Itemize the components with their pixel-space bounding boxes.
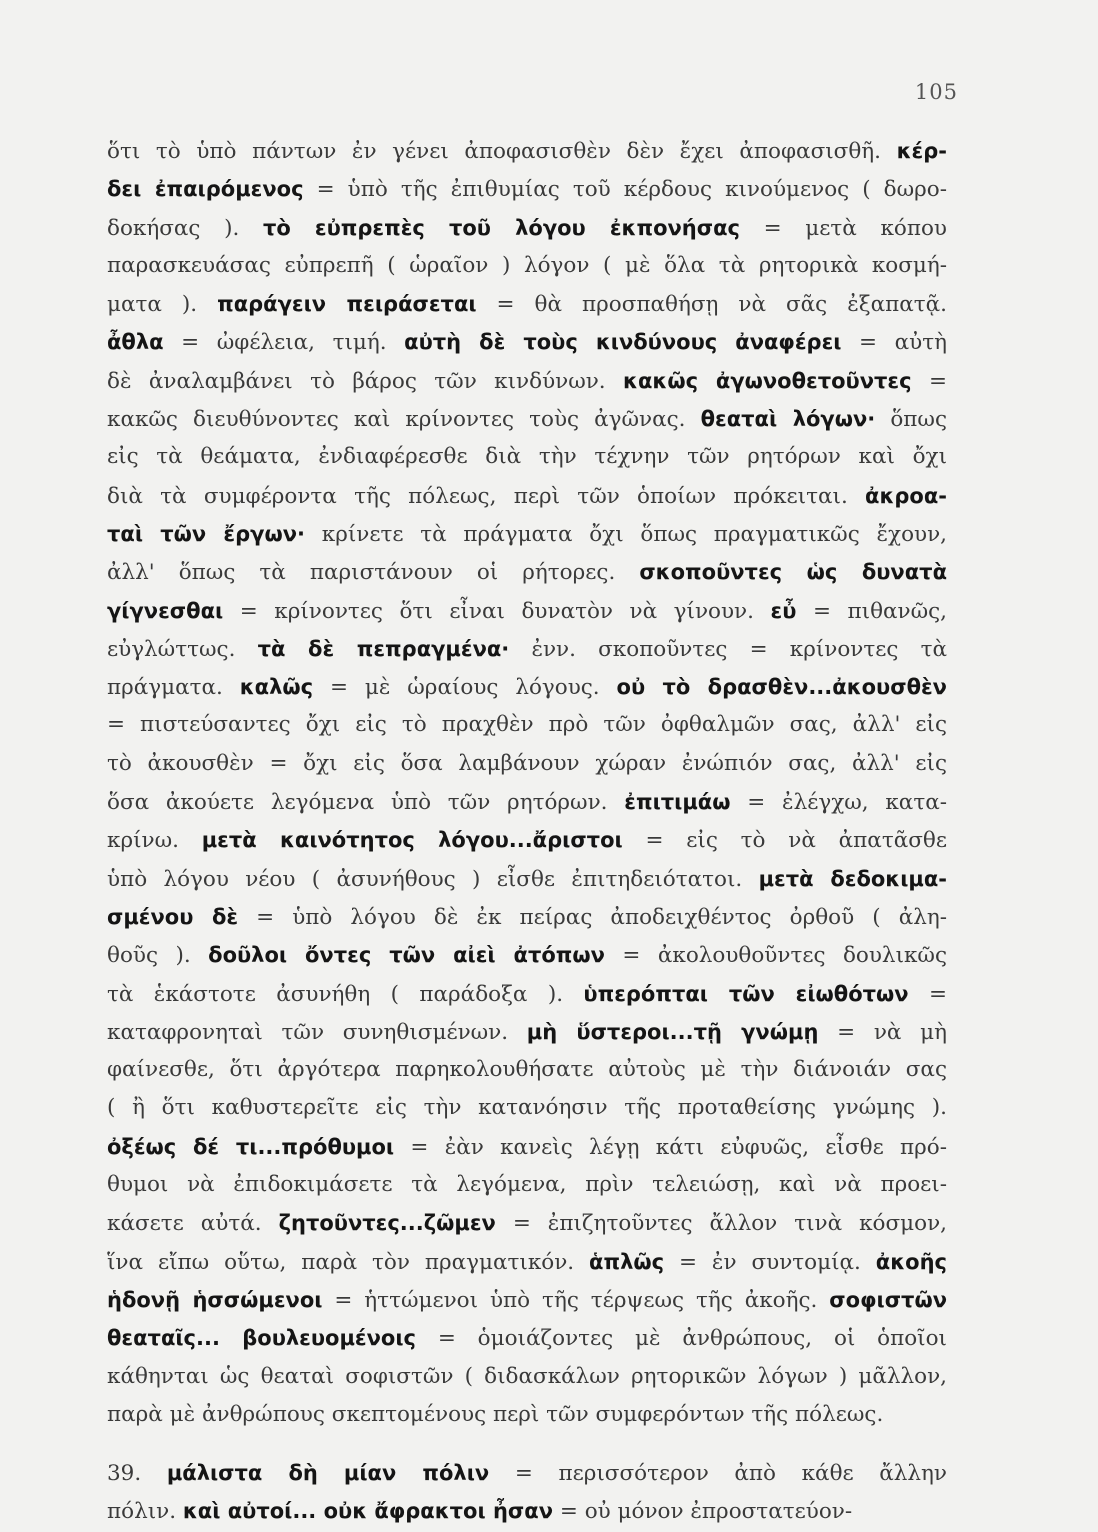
lemma-term: καὶ αὐτοί... οὐκ ἄφρακτοι ἦσαν [182,1499,554,1524]
gloss-text: = πιστεύσαντες ὄχι εἰς τὸ πραχθὲν πρὸ τῶν ὀφθαλμῶν σας, ἀλλ' εἰς [107,712,947,738]
text-line [107,592,947,630]
gloss-text: ματα ). [107,292,218,318]
gloss-text: δὲ ἀναλαμβάνει τὸ βάρος τῶν κινδύνων. [107,368,624,394]
text-line [107,1281,947,1319]
text-line [107,247,947,285]
gloss-text: εἰς τὰ θεάματα, ἐνδιαφέρεσθε διὰ τὴν τέχνην τῶν ρητόρων καὶ ὄχι [107,444,947,470]
commentary-text [107,132,947,1531]
gloss-text: = [908,981,947,1007]
lemma-term: μετὰ δεδοκιμα- [758,866,948,891]
gloss-text: ὑπὸ λόγου νέου ( ἀσυνήθους ) εἶσθε ἐπιτηδειότατοι. [107,866,759,892]
gloss-text: = ἡττώμενοι ὑπὸ τῆς τέρψεως τῆς ἀκοῆς. [322,1287,830,1313]
gloss-text: τὰ ἑκάστοτε ἀσυνήθη ( παράδοξα ). [107,981,584,1007]
lemma-term: οὐ τὸ δρασθὲν...ἀκουσθὲν [616,675,947,700]
gloss-text: = ἐπιζητοῦντες ἄλλον τινὰ κόσμον, [495,1211,947,1237]
lemma-term: ἁπλῶς [589,1249,665,1274]
text-line [107,668,947,706]
text-line [107,323,947,361]
lemma-term: τὰ δὲ πεπραγμένα· [257,636,510,661]
text-line [107,1013,947,1051]
gloss-text: φαίνεσθε, ὅτι ἀργότερα παρηκολουθήσατε αὐτοὺς μὲ τὴν διάνοιάν σας [107,1057,947,1083]
gloss-text: = ὑπὸ τῆς ἐπιθυμίας τοῦ κέρδους κινούμενος ( δωρο- [303,177,947,203]
text-line [107,132,947,170]
gloss-text: = ἀκολουθοῦντες δουλικῶς [604,943,948,969]
text-line [107,209,947,247]
lemma-term: μὴ ὕστεροι...τῇ γνώμῃ [526,1019,819,1044]
gloss-text: = ἐν συντομίᾳ. [664,1249,876,1275]
lemma-term: δοῦλοι ὄντες τῶν αἰεὶ ἀτόπων [208,943,605,968]
gloss-text: κάθηνται ὡς θεαταὶ σοφιστῶν ( διδασκάλων ρητορικῶν λόγων ) μᾶλλον, [107,1363,947,1389]
gloss-text: εὐγλώττως. [107,636,258,662]
lemma-term: ἀκοῆς [875,1249,947,1274]
gloss-text: = πιθανῶς, [796,598,948,624]
lemma-term: τὸ εὐπρεπὲς τοῦ λόγου ἐκπονήσας [262,215,740,240]
text-line [107,438,947,476]
gloss-text: παρασκευάσας εὐπρεπῆ ( ὡραῖον ) λόγον ( μὲ ὅλα τὰ ρητορικὰ κοσμή- [107,252,947,278]
lemma-term: δει ἐπαιρόμενος [107,177,304,202]
gloss-text: = μετὰ κόπου [739,215,947,241]
gloss-text: = περισσότερον ἀπὸ κάθε ἄλλην [489,1461,947,1487]
lemma-term: ζητοῦντες...ζῶμεν [278,1211,496,1236]
lemma-term: ταὶ τῶν ἔργων· [107,521,305,546]
lemma-term: καλῶς [239,675,314,700]
gloss-text: θυμοι νὰ ἐπιδοκιμάσετε τὰ λεγόμενα, πρὶν τελειώσῃ, καὶ νὰ προει- [107,1172,947,1198]
gloss-text: θοῦς ). [107,943,209,969]
text-line [107,898,947,936]
gloss-text: πόλιν. [107,1499,183,1525]
gloss-text: ὅπως [875,407,947,433]
gloss-text: = ὠφέλεια, τιμή. [163,330,405,356]
gloss-text: κάσετε αὐτά. [107,1211,279,1237]
gloss-text: 39. [107,1461,167,1487]
text-line [107,285,947,323]
text-line [107,1243,947,1281]
gloss-text: ἐνν. σκοποῦντες = κρίνοντες τὰ [509,636,947,662]
gloss-text: = ὑπὸ λόγου δὲ ἐκ πείρας ἀποδειχθέντος ὀρθοῦ ( ἀλη- [238,904,947,930]
lemma-term: ὀξέως δέ τι...πρόθυμοι [107,1134,395,1159]
text-line [107,515,947,553]
text-line [107,1492,947,1530]
gloss-text: κρίνετε τὰ πράγματα ὄχι ὅπως πραγματικῶς ἔχουν, [305,521,947,547]
text-line [107,1319,947,1357]
gloss-text: διὰ τὰ συμφέροντα τῆς πόλεως, περὶ τῶν ὁποίων πρόκειται. [107,483,866,509]
text-line [107,745,947,783]
text-line [107,936,947,974]
lemma-term: κέρ- [896,139,947,163]
lemma-term: σκοποῦντες ὡς δυνατὰ [639,560,947,585]
text-line [107,630,947,668]
gloss-text: πράγματα. [107,675,240,701]
gloss-text: κακῶς διευθύνοντες καὶ κρίνοντες τοὺς ἀγῶνας. [107,407,701,433]
gloss-text: = αὐτὴ [841,330,947,356]
text-line [107,975,947,1013]
gloss-text: κρίνω. [107,828,202,854]
gloss-text: = εἰς τὸ νὰ ἀπατᾶσθε [622,828,947,854]
paragraph-gap [107,1434,947,1454]
gloss-text: ( ἢ ὅτι καθυστερεῖτε εἰς τὴν κατανόησιν τῆς προταθείσης γνώμης ). [107,1095,947,1121]
lemma-term: γίγνεσθαι [107,598,224,623]
gloss-text: = νὰ μὴ [818,1019,947,1045]
text-line [107,860,947,898]
gloss-text: = ἐλέγχω, κατα- [730,790,948,816]
lemma-term: μάλιστα δὴ μίαν πόλιν [166,1461,490,1486]
text-line [107,1166,947,1204]
page-number: 105 [914,80,958,104]
text-line [107,1204,947,1242]
lemma-term: ὑπερόπται τῶν εἰωθότων [583,981,909,1006]
text-line [107,400,947,438]
text-line [107,1051,947,1089]
gloss-text: = θὰ προσπαθήσῃ νὰ σᾶς ἐξαπατᾷ. [476,292,948,318]
lemma-term: ἆθλα [107,330,164,355]
text-line [107,362,947,400]
lemma-term: σοφιστῶν [829,1287,948,1312]
lemma-term: ἐπιτιμάω [624,790,731,815]
gloss-text: τὸ ἀκουσθὲν = ὄχι εἰς ὅσα λαμβάνουν χώραν ἐνώπιόν σας, ἀλλ' εἰς [107,750,947,776]
lemma-term: θεαταῖς... βουλευομένοις [107,1326,416,1351]
gloss-text: δοκήσας ). [107,215,263,241]
lemma-term: εὖ [770,598,797,623]
text-line [107,1358,947,1396]
text-line [107,706,947,744]
text-line [107,1396,947,1434]
lemma-term: αὐτὴ δὲ τοὺς κινδύνους ἀναφέρει [404,330,842,355]
text-line [107,1089,947,1127]
lemma-term: ἀκροα- [865,483,947,508]
gloss-text: = ἐὰν κανεὶς λέγῃ κάτι εὐφυῶς, εἶσθε πρό- [394,1134,947,1160]
text-line [107,553,947,591]
gloss-text: παρὰ μὲ ἀνθρώπους σκεπτομένους περὶ τῶν συμφερόντων τῆς πόλεως. [107,1401,884,1427]
lemma-term: μετὰ καινότητος λόγου...ἄριστοι [201,828,623,853]
text-line [107,1128,947,1166]
text-line [107,1454,947,1492]
lemma-term: κακῶς ἀγωνοθετοῦντες [623,368,912,393]
gloss-text: = ὁμοιάζοντες μὲ ἀνθρώπους, οἱ ὁποῖοι [415,1326,947,1352]
lemma-term: σμένου δὲ [107,904,239,929]
gloss-text: ὅτι τὸ ὑπὸ πάντων ἐν γένει ἀποφασισθὲν δὲν ἔχει ἀποφασισθῆ. [107,139,897,164]
gloss-text: ἀλλ' ὅπως τὰ παριστάνουν οἱ ρήτορες. [107,560,640,586]
lemma-term: παράγειν πειράσεται [217,292,477,317]
gloss-text: = μὲ ὡραίους λόγους. [313,675,617,701]
text-line [107,821,947,859]
text-line [107,477,947,515]
lemma-term: θεαταὶ λόγων· [700,407,876,432]
gloss-text: = οὐ μόνον ἐπροστατεύον- [553,1499,853,1525]
gloss-text: = κρίνοντες ὅτι εἶναι δυνατὸν νὰ γίνουν. [223,598,771,624]
gloss-text: = [911,368,947,394]
gloss-text: ὅσα ἀκούετε λεγόμενα ὑπὸ τῶν ρητόρων. [107,790,625,816]
text-line [107,783,947,821]
lemma-term: ἡδονῇ ἡσσώμενοι [107,1287,323,1312]
gloss-text: ἵνα εἴπω οὕτω, παρὰ τὸν πραγματικόν. [107,1249,590,1275]
text-line [107,170,947,208]
gloss-text: καταφρονηταὶ τῶν συνηθισμένων. [107,1019,527,1045]
